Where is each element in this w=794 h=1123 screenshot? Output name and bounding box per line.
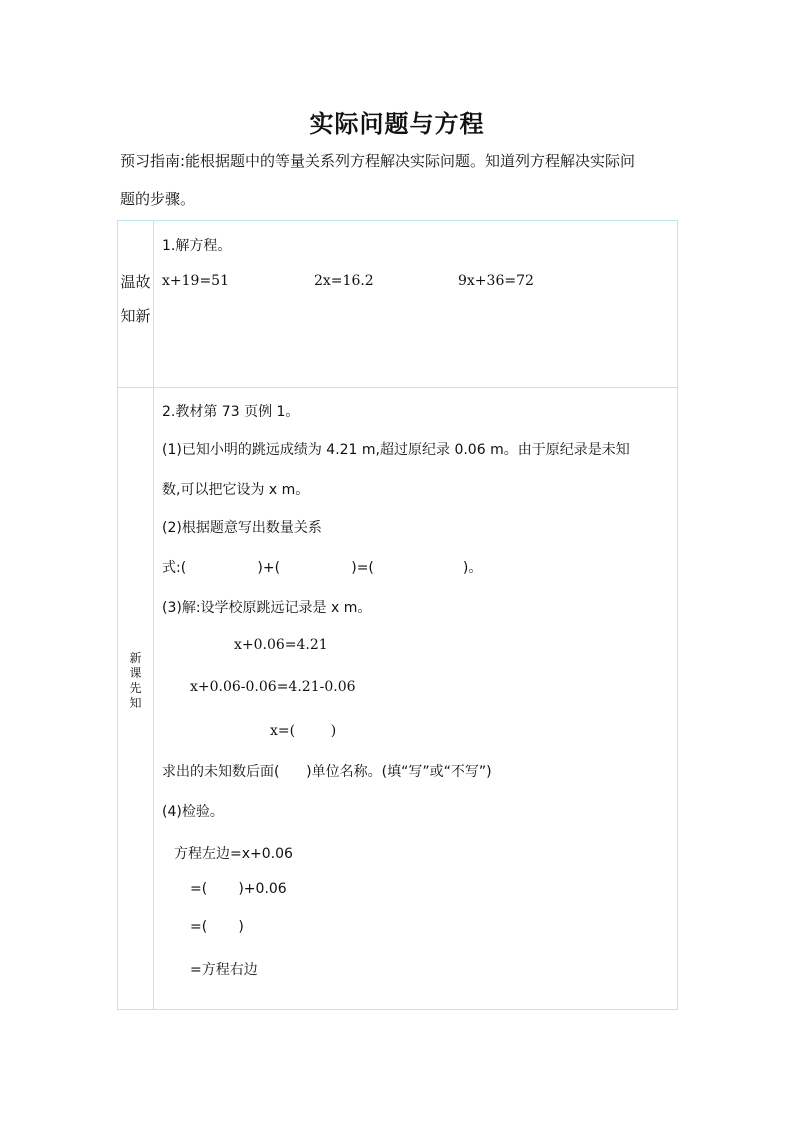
section-label-char-2: 课 bbox=[129, 666, 142, 680]
section-label-char-1: 新 bbox=[129, 651, 142, 665]
section-label-char-3: 先 bbox=[129, 681, 142, 695]
solution-step-1: x+0.06=4.21 bbox=[234, 637, 328, 653]
check-step-1: 方程左边=x+0.06 bbox=[174, 846, 293, 862]
solution-step-3: x=( ) bbox=[270, 723, 337, 739]
part-3: (3)解:设学校原跳远记录是 x m。 bbox=[162, 600, 372, 616]
page-title: 实际问题与方程 bbox=[309, 110, 485, 138]
section-label-preview bbox=[118, 651, 153, 711]
exercise-table bbox=[117, 220, 678, 1010]
solution-step-2: x+0.06-0.06=4.21-0.06 bbox=[190, 679, 356, 695]
section-label-review bbox=[118, 265, 153, 333]
check-step-4: =方程右边 bbox=[190, 962, 258, 978]
equation-2: 2x=16.2 bbox=[314, 273, 374, 289]
question-1: 1.解方程。 bbox=[162, 238, 232, 254]
equation-3: 9x+36=72 bbox=[458, 273, 534, 289]
intro-line-2: 题的步骤。 bbox=[120, 190, 196, 208]
equation-1: x+19=51 bbox=[162, 273, 229, 289]
question-2: 2.教材第 73 页例 1。 bbox=[162, 404, 300, 420]
relation-formula: 式:( )+( )=( )。 bbox=[162, 560, 483, 576]
part-4: (4)检验。 bbox=[162, 804, 224, 820]
section-label-review-line1: 温故 bbox=[120, 273, 151, 291]
row-divider bbox=[118, 387, 677, 388]
column-divider bbox=[153, 221, 154, 1009]
unit-question: 求出的未知数后面( )单位名称。(填“写”或“不写”) bbox=[162, 764, 492, 780]
part-1-line-2: 数,可以把它设为 x m。 bbox=[162, 482, 310, 498]
section-label-review-line2: 知新 bbox=[120, 307, 151, 325]
check-step-2: =( )+0.06 bbox=[190, 881, 287, 897]
check-step-3: =( ) bbox=[190, 919, 244, 935]
part-1-line-1: (1)已知小明的跳远成绩为 4.21 m,超过原纪录 0.06 m。由于原纪录是未知 bbox=[162, 442, 630, 458]
part-2: (2)根据题意写出数量关系 bbox=[162, 520, 322, 536]
section-label-char-4: 知 bbox=[129, 696, 142, 710]
intro-line-1: 预习指南:能根据题中的等量关系列方程解决实际问题。知道列方程解决实际问 bbox=[120, 152, 636, 170]
